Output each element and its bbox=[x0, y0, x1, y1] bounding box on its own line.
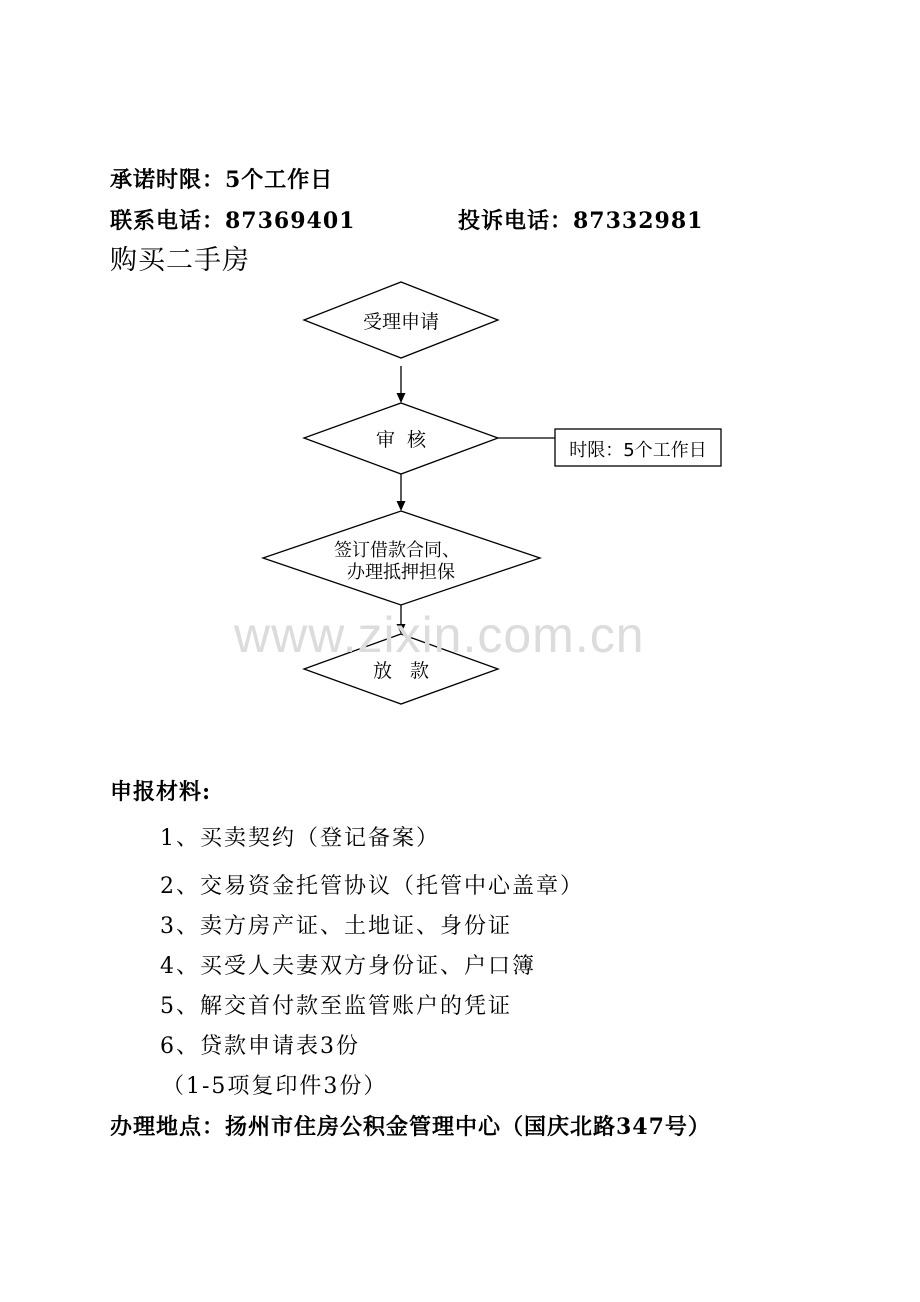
watermark: www.zixin.com.cn bbox=[234, 607, 645, 663]
materials-item: 1、买卖契约（登记备案） bbox=[160, 826, 440, 851]
side-note-text: 时限：5个工作日 bbox=[569, 440, 707, 461]
complaint-phone: 投诉电话：87332981 bbox=[458, 208, 704, 234]
materials-item: 4、买受人夫妻双方身份证、户口簿 bbox=[160, 954, 536, 979]
materials-note: （1-5项复印件3份） bbox=[162, 1074, 388, 1099]
contact-phone: 联系电话：87369401 bbox=[110, 208, 356, 234]
materials-item: 3、卖方房产证、土地证、身份证 bbox=[160, 914, 512, 939]
materials-item: 2、交易资金托管协议（托管中心盖章） bbox=[160, 874, 584, 899]
deadline-text: 承诺时限：5个工作日 bbox=[110, 167, 334, 193]
materials-item: 6、贷款申请表3份 bbox=[160, 1034, 360, 1059]
flow-step-contract-line2: 办理抵押担保 bbox=[347, 562, 455, 583]
materials-item: 5、解交首付款至监管账户的凭证 bbox=[160, 994, 512, 1019]
page-title: 购买二手房 bbox=[110, 245, 250, 276]
flow-step-contract-line1: 签订借款合同、 bbox=[334, 540, 460, 561]
materials-heading: 申报材料: bbox=[110, 779, 212, 805]
flow-step-accept: 受理申请 bbox=[362, 311, 440, 333]
location-text: 办理地点：扬州市住房公积金管理中心（国庆北路347号） bbox=[110, 1114, 711, 1140]
flow-step-review: 审 核 bbox=[375, 429, 427, 451]
flow-step-disburse: 放 款 bbox=[372, 660, 430, 682]
flow-arrowhead bbox=[397, 393, 406, 403]
flow-arrowhead bbox=[397, 501, 406, 511]
